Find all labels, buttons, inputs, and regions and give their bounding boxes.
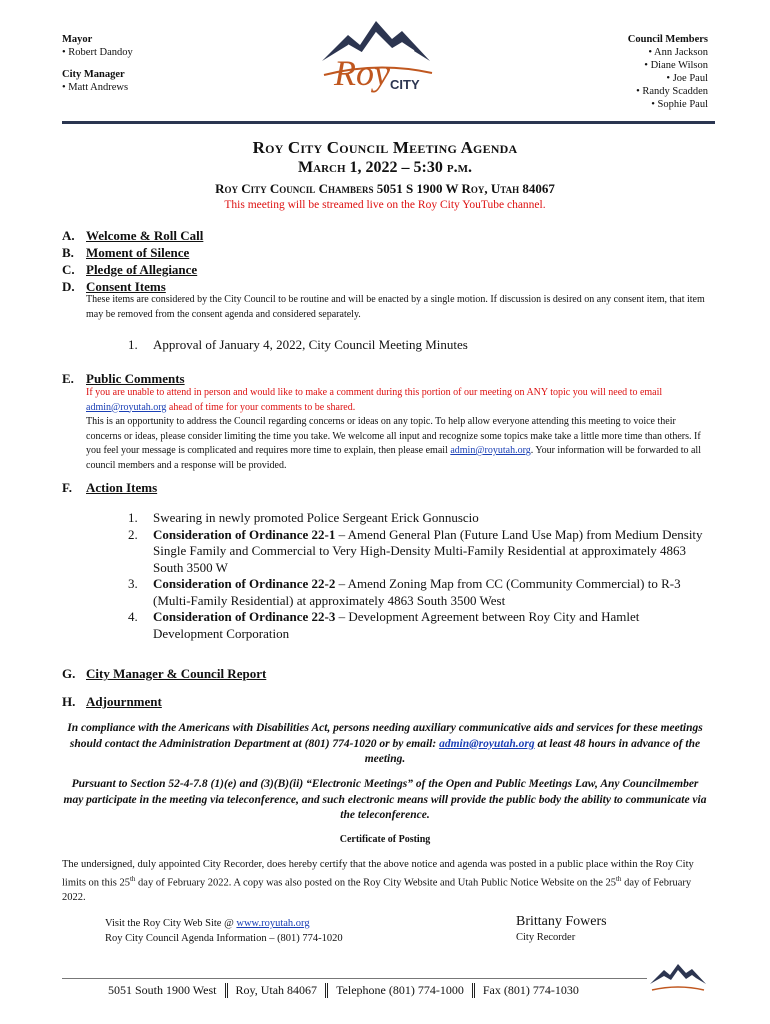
consent-description: These items are considered by the City Council to be routine and will be enacted by a single motion. If discussion is desired on any consent item, that item may be removed from the consent agenda and considered separately. [86,294,705,320]
agenda-item-title: Moment of Silence [86,245,190,260]
agenda-item-b: B. Moment of Silence [62,245,190,260]
certificate-text: The undersigned, duly appointed City Recorder, does hereby certify that the above notice and agenda was posted in a public place within the Roy City limits on this 25th day of February 2022. A copy was also posted on the Roy City Website and Utah Public Notice Website on the 25th day of February 2022. [62,859,694,903]
certificate-title: Certificate of Posting [339,834,431,845]
public-comment-text: This is an opportunity to address the Council regarding concerns or ideas on any topic. To help allow everyone attending this meeting to voice their concerns or ideas, please consider limiting the time you take. We welcome all input and recognize some topics make take a little more time than others. If you feel your message is complicated and requires more time to explain, then please email admin@royutah.org. Your information will be forwarded to all council members and a response will be provided. [86,416,701,471]
svg-text:Roy: Roy [334,53,390,93]
signature-block [516,914,607,943]
header-left [62,33,133,94]
list-item: 3. Consideration of Ordinance 22-2 – Amend Zoning Map from CC (Community Commercial) to R-3 (Multi-Family Residential) at approximately 4863 South 3500 West [128,576,681,608]
meeting-date: March 1, 2022 – 5:30 p.m. [298,159,472,176]
consent-list [128,337,708,354]
svg-text:CITY: CITY [390,77,420,92]
mountain-logo-icon [648,962,708,996]
list-item: 1. Swearing in newly promoted Police Sergeant Erick Gonnuscio [128,510,479,525]
meeting-location: Roy City Council Chambers 5051 S 1900 W Roy, Utah 84067 [215,181,555,196]
email-link[interactable]: admin@royutah.org [439,737,535,750]
agenda-item-h: H. Adjournment [62,694,162,709]
header-divider [62,121,715,124]
council-member: • Joe Paul [666,73,708,84]
agenda-item-d: D. Consent Items [62,279,166,294]
agenda-item-c: C. Pledge of Allegiance [62,262,198,277]
council-member: • Ann Jackson [648,47,708,58]
agenda-item-title: Public Comments [86,371,185,386]
agenda-item-e: E. Public Comments [62,371,185,386]
electronic-meetings-notice: Pursuant to Section 52-4-7.8 (1)(e) and (3)(B)(ii) “Electronic Meetings” of the Open and Public Meetings Law, Any Councilmember may participate in the meeting via teleconference, and such electronic means will provide the public body the ability to communicate via the teleconference. [63,778,707,821]
roy-city-logo [318,15,436,101]
council-member: • Diane Wilson [644,60,708,71]
footer [108,983,587,998]
agenda-item-title: Welcome & Roll Call [86,228,204,243]
list-item: 1. Approval of January 4, 2022, City Council Meeting Minutes [128,337,468,352]
footer-address: 5051 South 1900 West [108,983,228,998]
council-member: • Sophie Paul [651,99,708,110]
footer-fax: Fax (801) 774-1030 [482,983,579,997]
header-right [628,33,708,111]
visit-info: Visit the Roy City Web Site @ www.royutah.org Roy City Council Agenda Information – (801) 774-1020 [105,918,343,944]
council-members-label: Council Members [627,34,708,45]
footer-divider [62,978,647,979]
stream-note: This meeting will be streamed live on the Roy City YouTube channel. [224,199,546,211]
agenda-item-title: Consent Items [86,279,166,294]
recorder-title: City Recorder [516,932,576,943]
action-items-list [128,510,708,642]
agenda-item-a: A. Welcome & Roll Call [62,228,204,243]
email-link[interactable]: admin@royutah.org [450,445,531,456]
city-manager-name: • Matt Andrews [62,82,129,93]
agenda-title: Roy City Council Meeting Agenda [252,138,518,157]
list-item: 2. Consideration of Ordinance 22-1 – Amend General Plan (Future Land Use Map) from Medium Density Single Family and Commercial to Very High-Density Multi-Family Residential at approximately 4863 South 3500 W [128,526,703,575]
ada-notice: In compliance with the Americans with Disabilities Act, persons needing auxiliary communicative aids and services for these meetings should contact the Administration Department at (801) 774-1020 or by email: admin@royutah.org at least 48 hours in advance of the meeting. [67,722,703,765]
city-manager-label: City Manager [62,69,125,80]
agenda-item-g: G. City Manager & Council Report [62,666,267,681]
agenda-item-title: Action Items [86,480,158,495]
footer-city: Roy, Utah 84067 [228,983,329,998]
mayor-label: Mayor [62,34,93,45]
email-link[interactable]: admin@royutah.org [86,401,167,413]
agenda-item-title: Adjournment [86,694,162,709]
agenda-item-title: Pledge of Allegiance [86,262,198,277]
agenda-info-phone: Roy City Council Agenda Information – (801) 774-1020 [105,933,343,944]
footer-telephone: Telephone (801) 774-1000 [328,983,475,998]
council-member: • Randy Scadden [636,86,708,97]
recorder-name: Brittany Fowers [516,914,607,929]
public-comment-notice: If you are unable to attend in person and would like to make a comment during this portion of our meeting on ANY topic you will need to email admin@royutah.org ahead of time for your comments to be shared. [86,387,663,413]
agenda-item-f: F. Action Items [62,480,158,495]
agenda-item-title: City Manager & Council Report [86,666,267,681]
list-item: 4. Consideration of Ordinance 22-3 – Development Agreement between Roy City and Hamlet Development Corporation [128,609,640,641]
mayor-name: • Robert Dandoy [62,47,133,58]
website-link[interactable]: www.royutah.org [236,918,310,929]
